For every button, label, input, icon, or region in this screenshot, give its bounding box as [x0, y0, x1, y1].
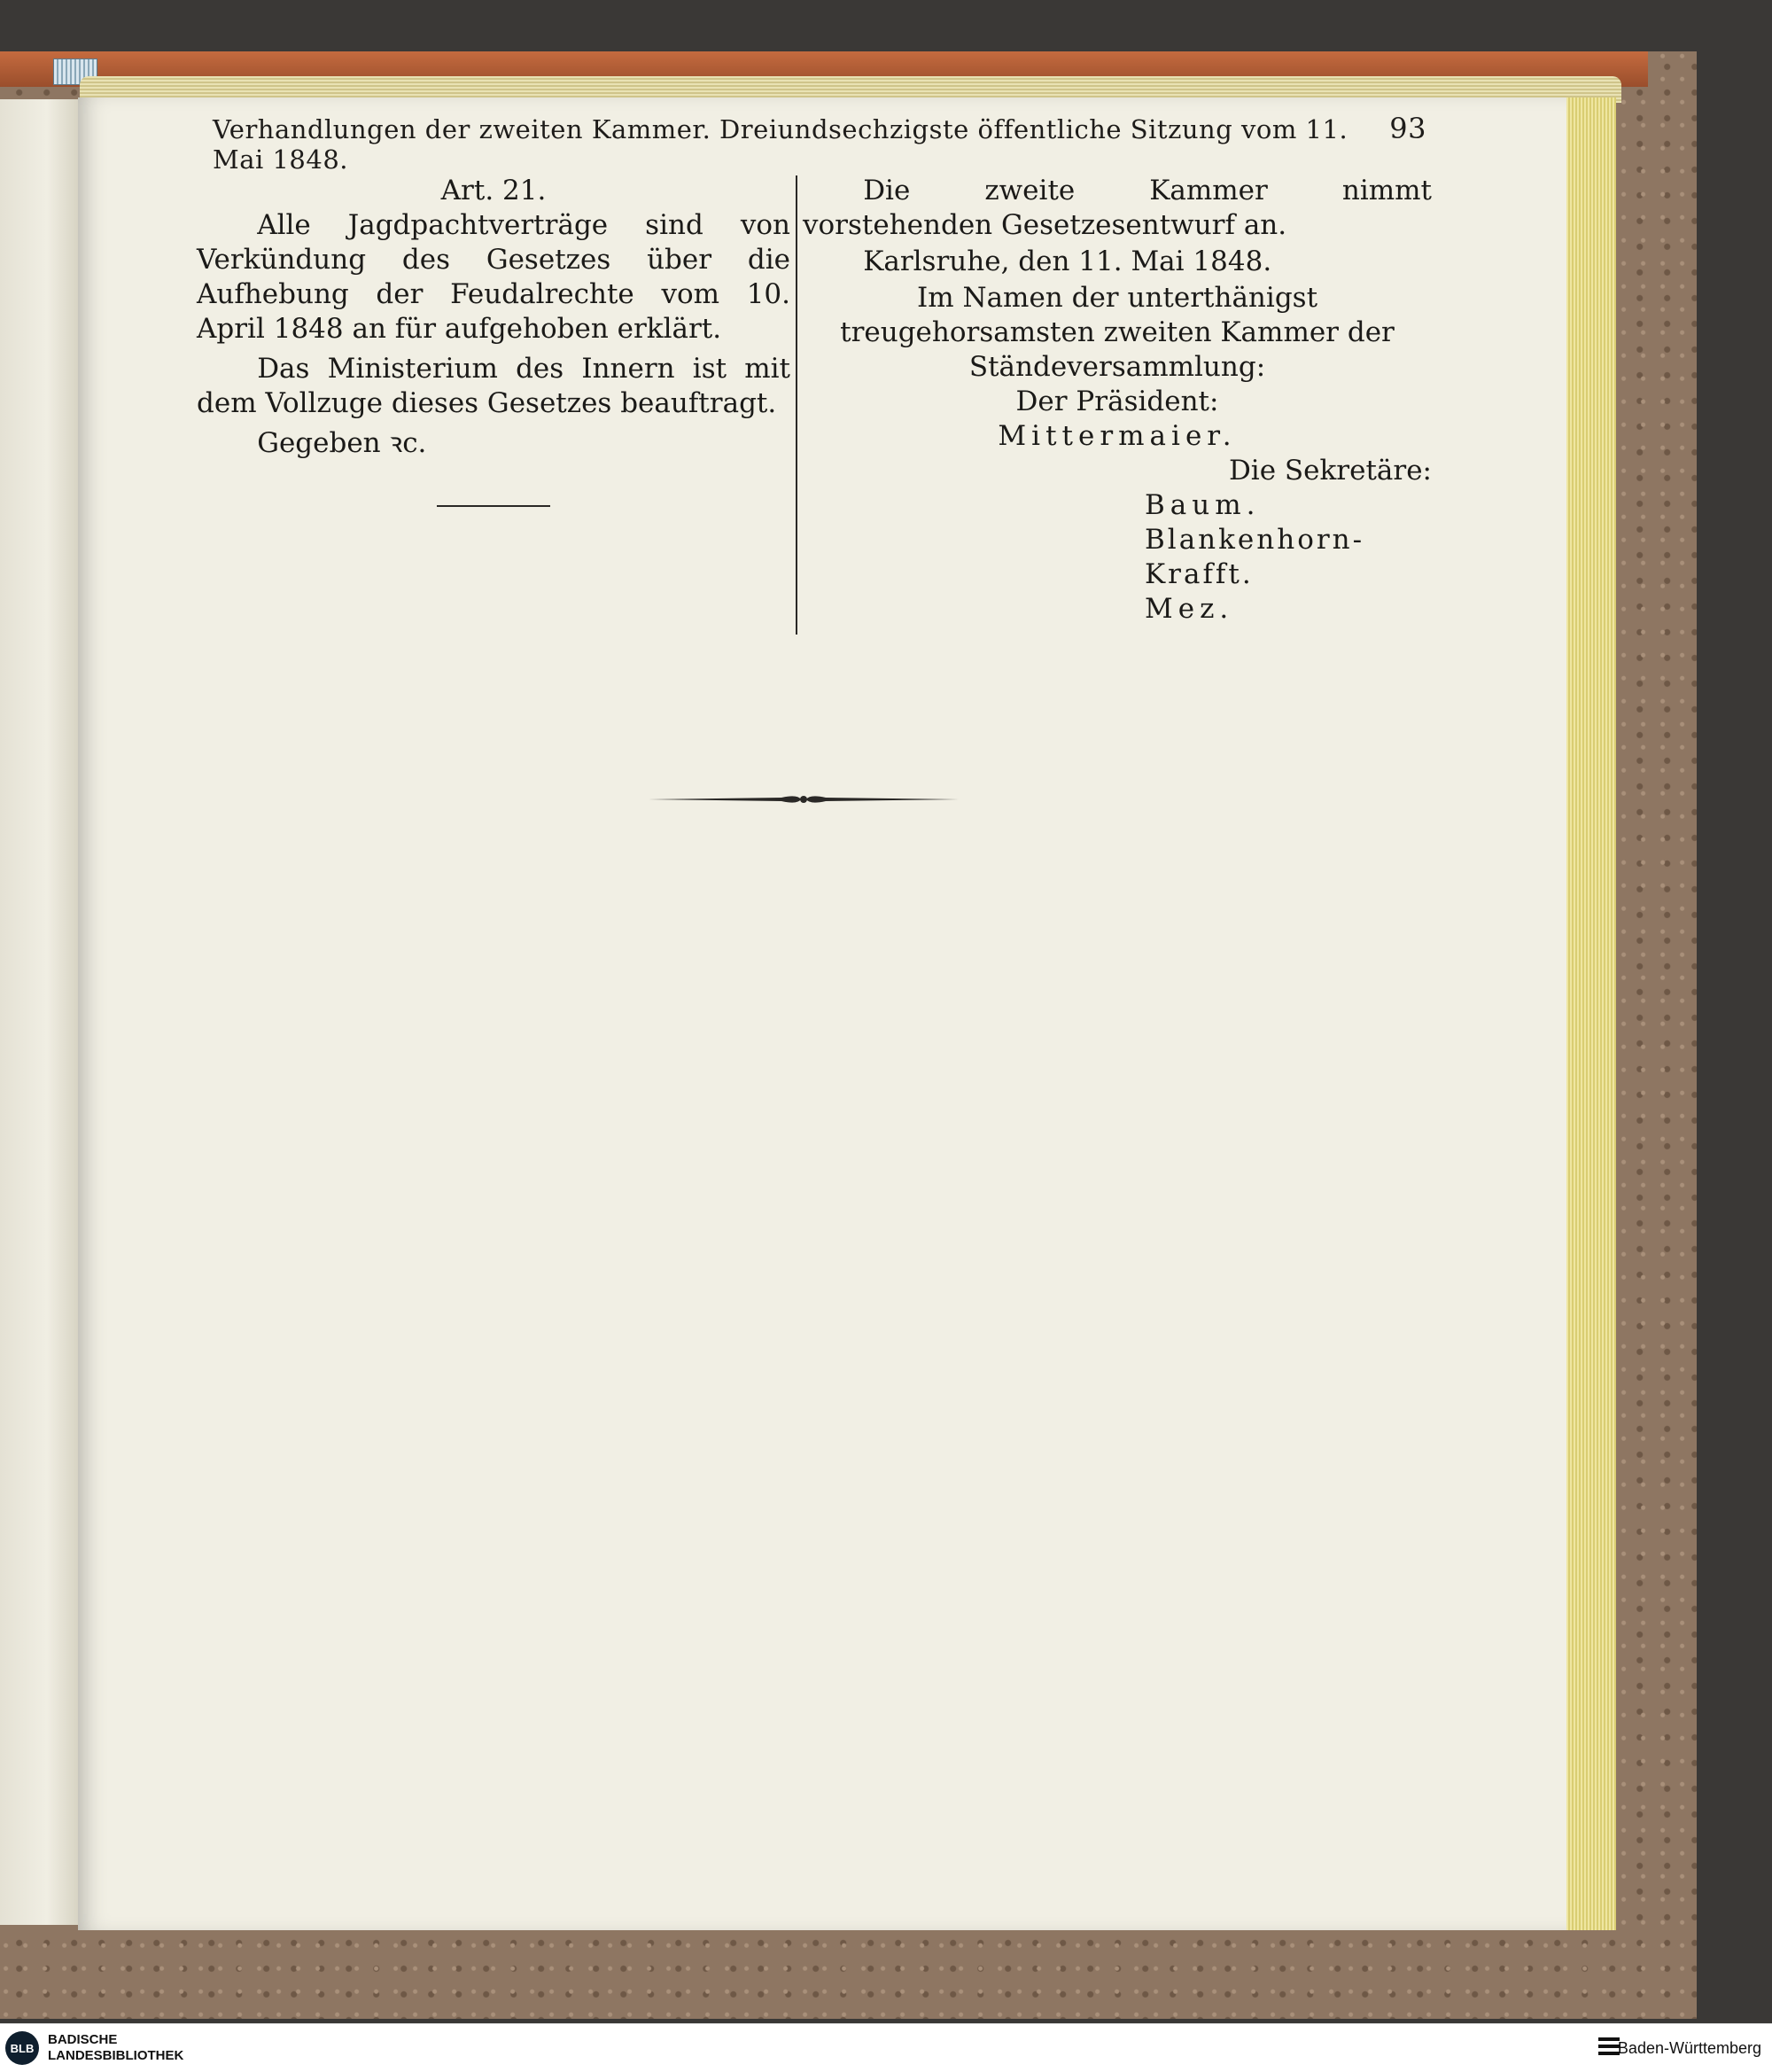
- article-paragraph: Alle Jagdpachtverträge sind von Verkündung des Gesetzes über die Aufhebung der Feudalrechte vom 10. April 1848 an für aufgehoben erklärt.: [197, 209, 790, 345]
- running-header: [213, 112, 1426, 175]
- page-number: 93: [1389, 112, 1426, 145]
- left-page-sliver: [0, 99, 78, 1925]
- secretaries-label: Die Sekretäre:: [1228, 455, 1432, 487]
- article-paragraph: Gegeben ꝛc.: [257, 427, 427, 459]
- right-column: [803, 174, 1432, 627]
- secretary-name: Blankenhorn-Krafft.: [1145, 524, 1365, 590]
- running-title: Verhandlungen der zweiten Kammer. Dreiundsechzigste öffentliche Sitzung vom 11. Mai 1848.: [213, 114, 1348, 175]
- library-name: BADISCHE LANDESBIBLIOTHEK: [48, 2032, 184, 2063]
- authority-text: Im Namen der unterthänigst treugehorsamsten zweiten Kammer der Ständeversammlung:: [840, 282, 1395, 383]
- ornamental-rule: [649, 792, 959, 806]
- article-paragraph: Das Ministerium des Innern ist mit dem Vollzuge dieses Gesetzes beauftragt.: [197, 353, 790, 419]
- gilt-fore-edge: [1566, 97, 1616, 1930]
- president-name: Mittermaier.: [998, 420, 1237, 452]
- secretary-name: Baum.: [1145, 489, 1261, 521]
- state-name: Baden-Württemberg: [1617, 2039, 1761, 2057]
- president-label: Der Präsident:: [1015, 386, 1219, 417]
- article-heading: Art. 21.: [440, 175, 547, 206]
- column-divider: [796, 175, 797, 635]
- blb-logo-icon: BLB: [5, 2031, 39, 2065]
- section-rule: [437, 505, 550, 507]
- secretary-name: Mez.: [1145, 593, 1234, 625]
- left-column: [197, 174, 790, 507]
- resolution-text: Die zweite Kammer nimmt vorstehenden Gesetzesentwurf an.: [803, 175, 1432, 241]
- footer-bar: [0, 2023, 1772, 2072]
- place-date: Karlsruhe, den 11. Mai 1848.: [863, 245, 1272, 277]
